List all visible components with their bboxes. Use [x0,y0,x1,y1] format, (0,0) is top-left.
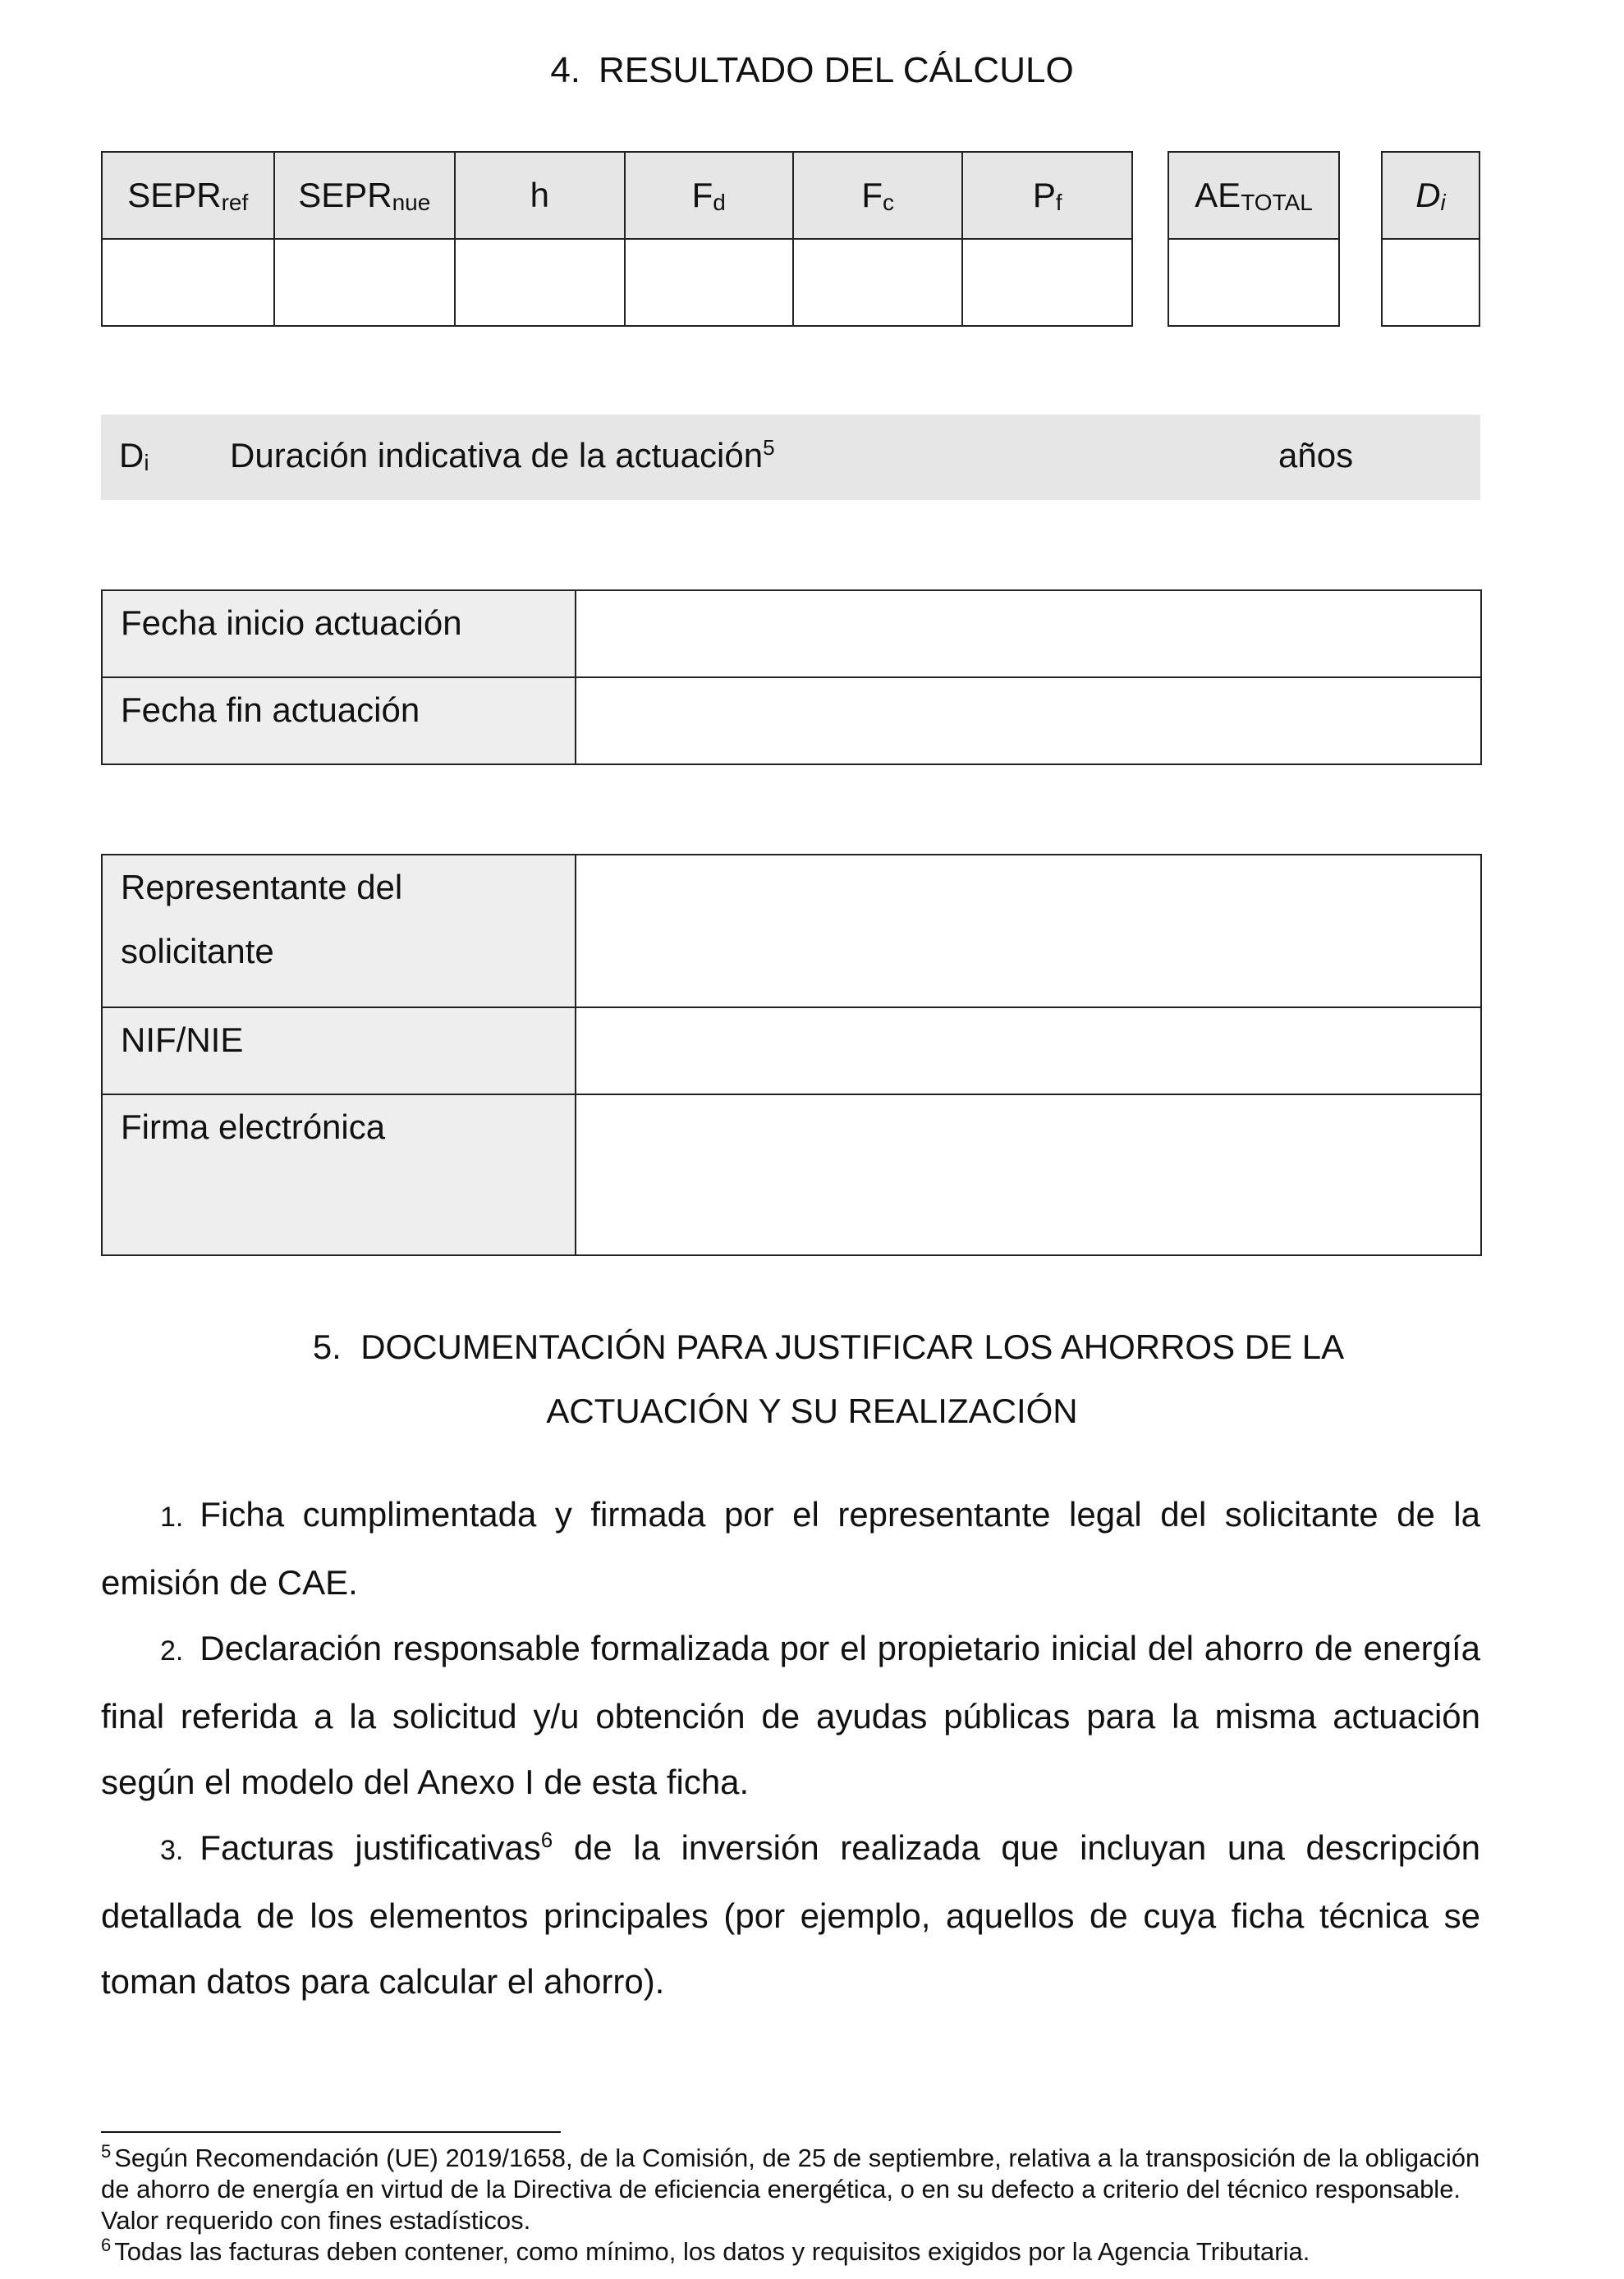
duration-label: Duración indicativa de la actuación$^5$ [230,435,775,475]
start-date-label: Fecha inicio actuación [102,590,576,677]
footnote-ref-6: 6 [540,1827,553,1852]
signer-table [101,854,1482,1256]
header-sepr-nue: $SEPR_{nue}$ [274,152,456,239]
ae-total-table [1168,151,1340,327]
header-fd: $F_d$ [625,152,793,239]
list-item: 3. Facturas justificativas$^6$ de la inversión realizada que incluyan una descripción detallada de los elementos principales (por ejemplo, aquellos de cuya ficha técnica se toman datos para calcular el ahorro). [101,1827,1480,2001]
section-5-heading [0,1315,1624,1443]
footnote-separator [101,2131,561,2133]
footnote-5: $^5$ Según Recomendación (UE) 2019/1658, de la Comisión, de 25 de septiembre, relativa a la transposición de la obligación de ahorro de energía en virtud de la Directiva de eficiencia energética, o en su defecto a criterio del técnico responsable. Valor requerido con fines estadísticos. [101,2140,1480,2235]
header-ae-total: $AE_{TOTAL}$ [1168,152,1339,239]
section-4-heading [0,48,1624,94]
end-date-label: Fecha fin actuación [102,677,576,764]
header-pf: $P_f$ [962,152,1132,239]
footnote-6: $^6$ Todas las facturas deben contener, como mínimo, los datos y requisitos exigidos por la Agencia Tributaria. [101,2234,1310,2266]
header-h: h [455,152,624,239]
header-di: $D_i$ [1382,152,1479,239]
value-ae-total[interactable] [1168,239,1339,326]
footnote-ref-5: 5 [763,435,775,460]
value-fd[interactable] [625,239,793,326]
dates-table [101,589,1482,765]
list-item: 1. Ficha cumplimentada y firmada por el representante legal del solicitante de la emisión de CAE. [101,1495,1480,1602]
signature-label: Firma electrónica [102,1094,576,1255]
end-date-field[interactable] [576,677,1481,764]
list-item: 2. Declaración responsable formalizada por el propietario inicial del ahorro de energía final referida a la solicitud y/u obtención de ayudas públicas para la misma actuación según el modelo del Anexo I de esta ficha. [101,1629,1480,1801]
calc-params-table [101,151,1133,327]
section-5-title-line1: DOCUMENTACIÓN PARA JUSTIFICAR LOS AHORROS DE LA [360,1328,1345,1366]
header-fc: $F_c$ [793,152,962,239]
value-sepr-nue[interactable] [274,239,456,326]
duration-unit: años [1278,436,1354,475]
di-table [1381,151,1480,327]
signature-field[interactable] [576,1094,1481,1255]
header-sepr-ref: $SEPR_{ref}$ [102,152,274,239]
duration-symbol: $D_i$ [119,436,149,475]
value-pf[interactable] [962,239,1132,326]
nif-label: NIF/NIE [102,1007,576,1094]
start-date-field[interactable] [576,590,1481,677]
documentation-list [101,1482,1480,2015]
nif-field[interactable] [576,1007,1481,1094]
value-sepr-ref[interactable] [102,239,274,326]
representative-field[interactable] [576,855,1481,1007]
value-h[interactable] [455,239,624,326]
value-fc[interactable] [793,239,962,326]
representative-label: Representante del solicitante [102,855,576,1007]
section-4-title: RESULTADO DEL CÁLCULO [599,50,1074,90]
duration-bar [101,415,1480,500]
section-5-number: 5. [312,1328,342,1366]
footnotes [101,2140,1497,2268]
section-5-title-line2: ACTUACIÓN Y SU REALIZACIÓN [546,1392,1078,1430]
section-4-number: 4. [550,50,581,90]
value-di[interactable] [1382,239,1479,326]
